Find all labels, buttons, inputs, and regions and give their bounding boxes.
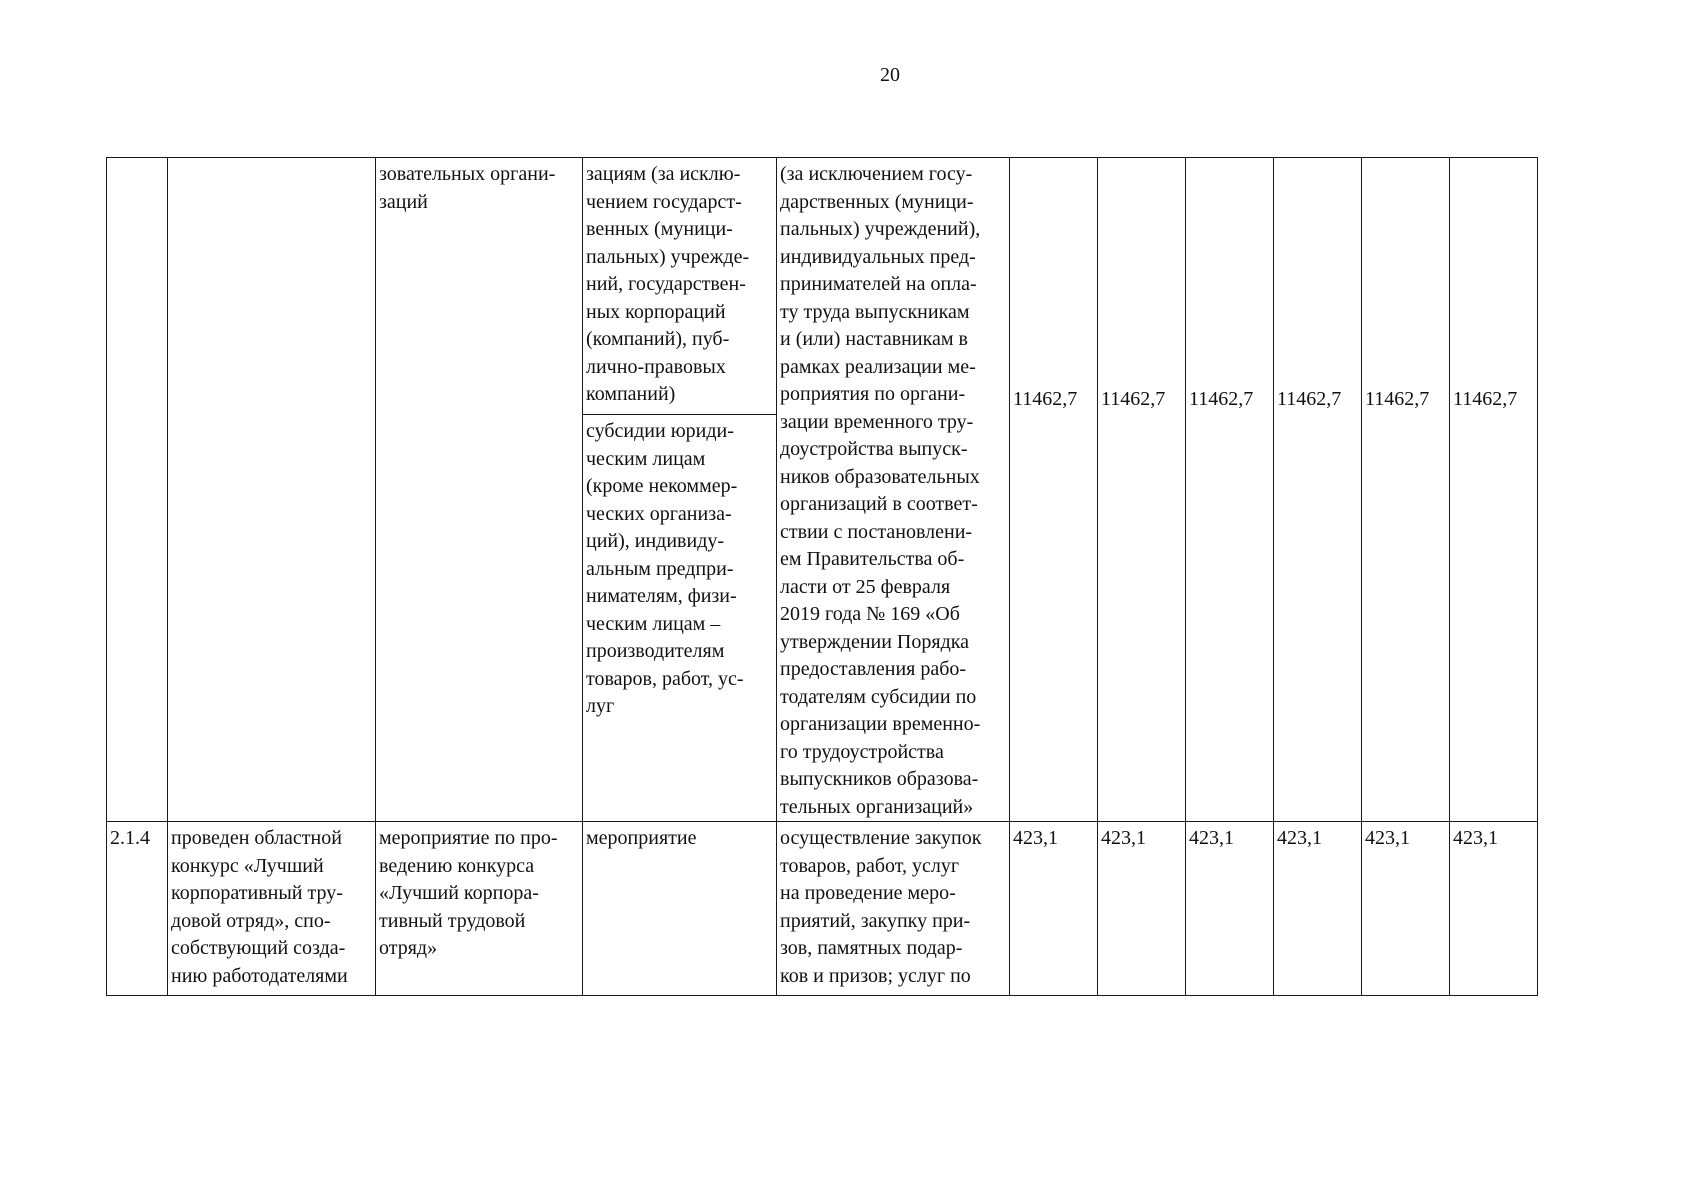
- cell-value-4: 11462,7: [1274, 158, 1362, 822]
- cell-value-1: 11462,7: [1010, 158, 1098, 822]
- cell-direction: (за исключением госу- дарственных (муници- пальных) учреждений), индивидуальных пред- принимателей на опла- ту труда выпускникам и (или) наставникам в рамках реализации ме- роприятия по органи- зации временного тру- доустройства выпуск- ников образовательных организаций в соответ- ствии с постановлени- ем Правительства об- ласти от 25 февраля 2019 года № 169 «Об утверждении Порядка предоставления рабо- тодателям субсидии по организации временно- го трудоустройства выпускников образова- тельных организаций»: [777, 158, 1010, 822]
- cell-number: 2.1.4: [107, 822, 168, 996]
- cell-value-4: 423,1: [1274, 822, 1362, 996]
- cell-result: проведен областной конкурс «Лучший корпоративный тру- довой отряд», спо- собствующий созда- нию работодателями: [168, 822, 376, 996]
- cell-event-name: зовательных органи- заций: [376, 158, 583, 822]
- page-number: 20: [880, 64, 900, 86]
- cell-value-2: 11462,7: [1098, 158, 1186, 822]
- cell-recipient-category: мероприятие: [583, 822, 777, 996]
- cell-value-2: 423,1: [1098, 822, 1186, 996]
- table-row-2-1-4: [107, 822, 1538, 996]
- cell-value-1: 423,1: [1010, 822, 1098, 996]
- table-row-continuation: [107, 158, 1538, 415]
- cell-value-3: 423,1: [1186, 822, 1274, 996]
- cell-value-6: 423,1: [1450, 822, 1538, 996]
- cell-recipient-category-2: субсидии юриди- ческим лицам (кроме некоммер- ческих организа- ций), индивиду- альным предпри- нимателям, физи- ческим лицам – производителям товаров, работ, ус- луг: [583, 415, 777, 822]
- cell-direction: осуществление закупок товаров, работ, услуг на проведение меро- приятий, закупку при- зов, памятных подар- ков и призов; услуг по: [777, 822, 1010, 996]
- cell-value-3: 11462,7: [1186, 158, 1274, 822]
- cell-value-5: 423,1: [1362, 822, 1450, 996]
- cell-number-empty: [107, 158, 168, 822]
- cell-event-name: мероприятие по про- ведению конкурса «Лучший корпора- тивный трудовой отряд»: [376, 822, 583, 996]
- cell-result-empty: [168, 158, 376, 822]
- budget-table: [106, 157, 1538, 996]
- cell-recipient-category-1: зациям (за исклю- чением государст- венных (муници- пальных) учрежде- ний, государствен- ных корпораций (компаний), пуб- лично-правовых компаний): [583, 158, 777, 415]
- cell-value-6: 11462,7: [1450, 158, 1538, 822]
- cell-value-5: 11462,7: [1362, 158, 1450, 822]
